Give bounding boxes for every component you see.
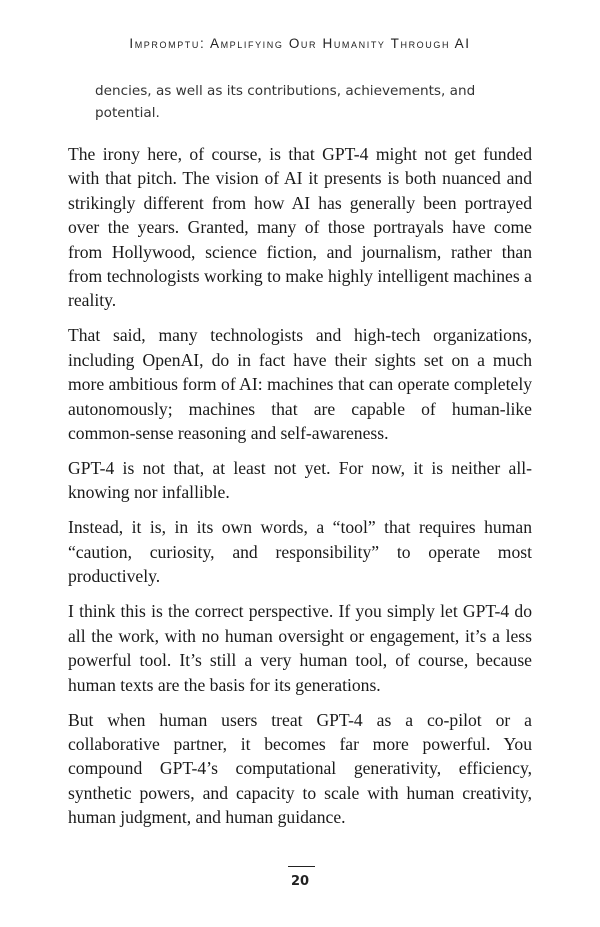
- paragraph: Instead, it is, in its own words, a “tool” that requires human “caution, curiosity, and responsibility” to operate most productively.: [68, 517, 532, 587]
- block-quote-continuation: dencies, as well as its contributions, achievements, and potential.: [95, 83, 476, 121]
- page-number: 20: [290, 874, 310, 889]
- running-header: Impromptu: Amplifying Our Humanity Through AI: [129, 36, 471, 51]
- paragraph: I think this is the correct perspective. If you simply let GPT-4 do all the work, with no human oversight or engagement, it’s a less powerful tool. It’s still a very human tool, of course, because human texts are the basis for its generations.: [68, 601, 532, 695]
- paragraph: That said, many technologists and high-tech organizations, including OpenAI, do in fact have their sights set on a much more ambitious form of AI: machines that can operate completely autonomously; machines that are capable of human-like common-sense reasoning and self-awareness.: [68, 325, 532, 444]
- page-number-rule: [288, 866, 315, 867]
- paragraph: The irony here, of course, is that GPT-4 might not get funded with that pitch. The vision of AI it presents is both nuanced and strikingly different from how AI has generally been portrayed over the years. Granted, many of those portrayals have come from Hollywood, science fiction, and journalism, rather than from technologists working to make highly intelligent machines a reality.: [68, 144, 532, 311]
- body-text: [68, 142, 532, 840]
- paragraph: But when human users treat GPT-4 as a co-pilot or a collaborative partner, it becomes far more powerful. You compound GPT-4’s computational generativity, efficiency, synthetic powers, and capacity to scale with human creativity, human judgment, and human guidance.: [68, 709, 532, 828]
- paragraph: GPT-4 is not that, at least not yet. For now, it is neither all-knowing nor infallible.: [68, 458, 532, 503]
